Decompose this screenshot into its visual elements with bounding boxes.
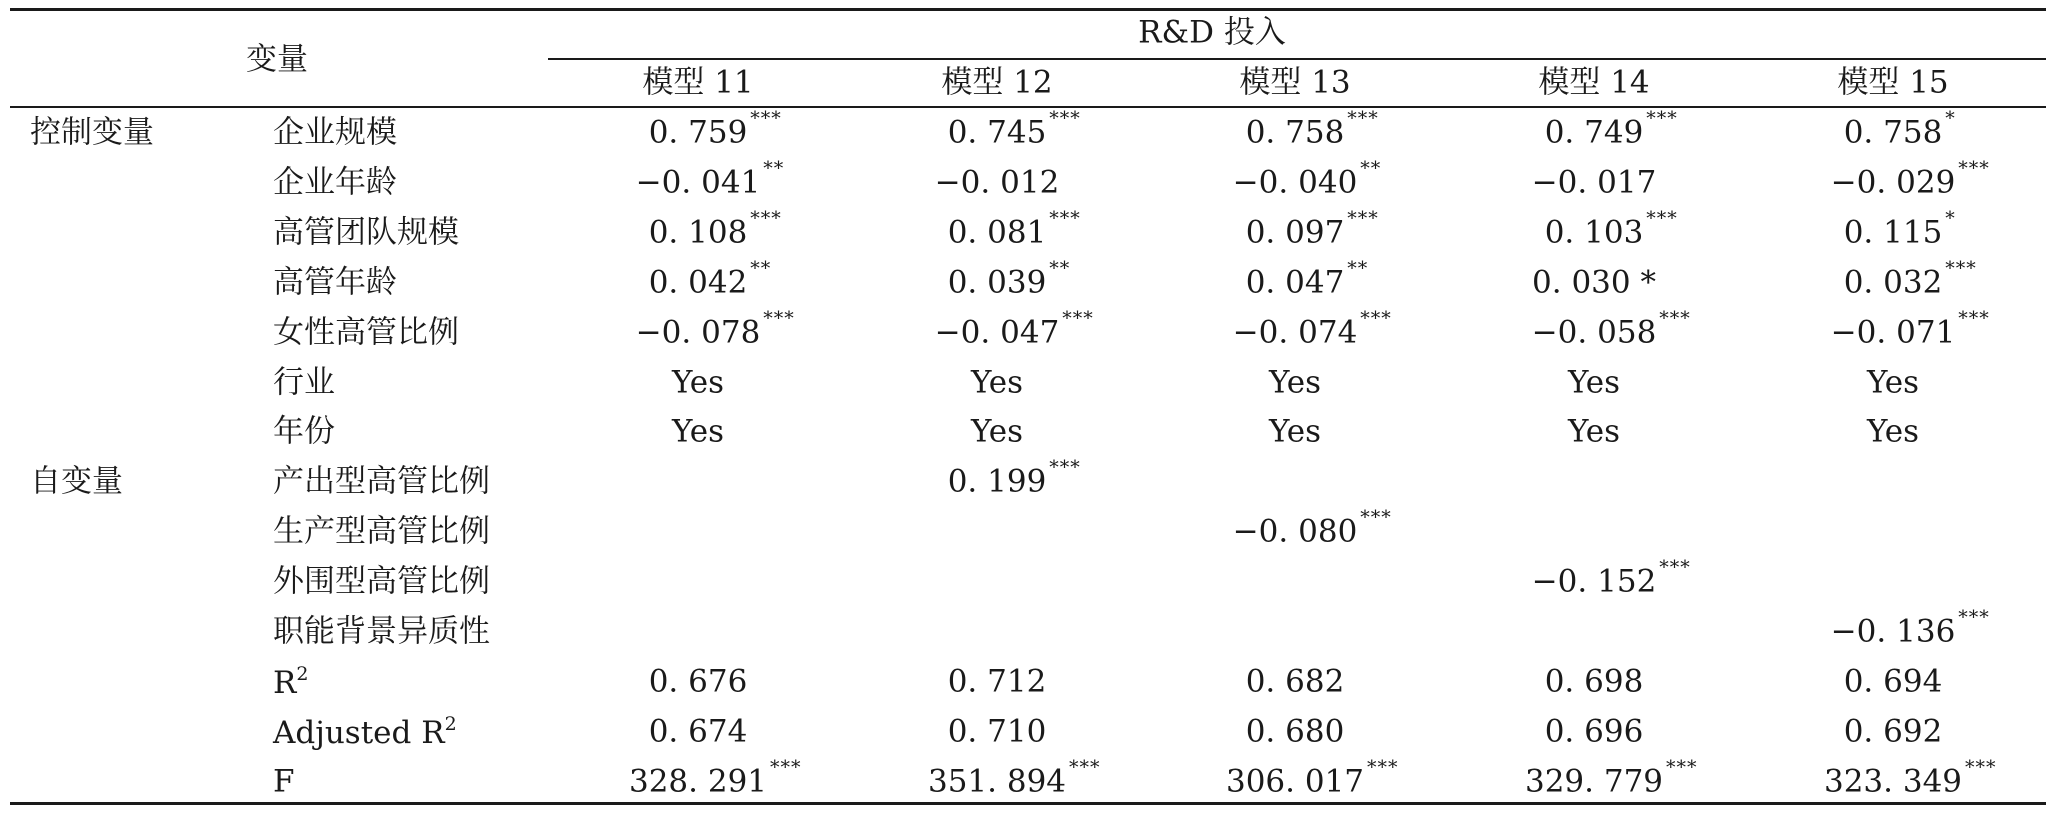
- coefficient-value: 0. 758: [1245, 114, 1345, 151]
- model-header-11: 模型 11: [642, 64, 754, 101]
- coefficient-value: −0. 071: [1830, 314, 1956, 351]
- table-cell: [1843, 107, 1956, 151]
- coefficient-value: −0. 017: [1531, 164, 1657, 201]
- row-label: [273, 214, 459, 251]
- coefficient-value: 0. 698: [1544, 663, 1644, 700]
- row-label: [273, 662, 309, 701]
- group-label: 自变量: [30, 463, 123, 500]
- coefficient-value: 0. 682: [1245, 663, 1345, 700]
- table-cell: [648, 107, 782, 151]
- table-cell: [1843, 257, 1977, 301]
- table-cell: [1524, 756, 1698, 800]
- significance-stars: **: [750, 257, 772, 280]
- table-cell: [934, 164, 1060, 201]
- row-label-text: 年份: [273, 413, 335, 450]
- table-cell: [635, 157, 785, 201]
- coefficient-value: 0. 676: [648, 663, 748, 700]
- coefficient-value: 0. 103: [1544, 214, 1644, 251]
- table-cell: [1830, 157, 1990, 201]
- row-label: [273, 314, 459, 351]
- coefficient-value: 0. 758: [1843, 114, 1943, 151]
- coefficient-value: Yes: [1567, 413, 1621, 450]
- table-cell: [635, 307, 795, 351]
- row-label-text: 高管年龄: [273, 264, 397, 301]
- table-cell: [947, 107, 1081, 151]
- significance-stars: **: [1347, 257, 1369, 280]
- significance-stars: ***: [1666, 756, 1698, 779]
- coefficient-value: 0. 674: [648, 713, 748, 750]
- coefficient-value: 0. 680: [1245, 713, 1345, 750]
- significance-stars: ***: [1069, 756, 1101, 779]
- coefficient-value: Yes: [1866, 413, 1920, 450]
- group-label: 控制变量: [30, 114, 154, 151]
- table-cell: [970, 413, 1024, 450]
- significance-stars: ***: [1347, 107, 1379, 130]
- table-cell: [934, 307, 1094, 351]
- row-label: [273, 513, 490, 550]
- significance-stars: ***: [1347, 207, 1379, 230]
- model-header-14: 模型 14: [1538, 64, 1650, 101]
- table-cell: [1843, 663, 1943, 700]
- rd-investment-header: R&D 投入: [1138, 14, 1286, 51]
- significance-stars: ***: [1945, 257, 1977, 280]
- coefficient-value: 0. 710: [947, 713, 1047, 750]
- table-cell: [671, 364, 725, 400]
- table-cell: [1866, 364, 1920, 400]
- table-cell: [1531, 164, 1657, 201]
- table-cell: [1544, 713, 1644, 750]
- significance-stars: *: [1945, 207, 1956, 230]
- coefficient-value: 0. 097: [1245, 214, 1345, 251]
- table-cell: [648, 663, 748, 700]
- coefficient-value: −0. 012: [934, 164, 1060, 201]
- table-cell: [648, 207, 782, 251]
- model-header-13: 模型 13: [1239, 64, 1351, 101]
- group-header-rule: [548, 58, 2046, 60]
- row-label-text: 企业年龄: [273, 164, 397, 201]
- coefficient-value: −0. 078: [635, 314, 761, 351]
- significance-stars: **: [763, 157, 785, 180]
- row-label-text: 外围型高管比例: [273, 563, 490, 600]
- significance-stars: ***: [770, 756, 802, 779]
- coefficient-value: −0. 152: [1531, 563, 1657, 600]
- coefficient-value: 0. 030 *: [1532, 264, 1656, 301]
- coefficient-value: 0. 108: [648, 214, 748, 251]
- row-label-text: 生产型高管比例: [273, 513, 490, 550]
- coefficient-value: Yes: [970, 413, 1024, 450]
- significance-stars: *: [1945, 107, 1956, 130]
- row-label: [273, 114, 397, 151]
- row-label: [273, 164, 397, 201]
- coefficient-value: 0. 115: [1843, 214, 1943, 251]
- row-label-text: R: [273, 664, 297, 701]
- coefficient-value: 0. 694: [1843, 663, 1943, 700]
- table-cell: [1866, 413, 1920, 450]
- table-cell: [947, 257, 1071, 301]
- table-cell: [947, 713, 1047, 750]
- coefficient-value: −0. 029: [1830, 164, 1956, 201]
- coefficient-value: 0. 749: [1544, 114, 1644, 151]
- coefficient-value: Yes: [671, 364, 725, 400]
- table-cell: [648, 257, 772, 301]
- table-cell: [628, 756, 802, 800]
- table-cell: [1544, 107, 1678, 151]
- coefficient-value: 0. 199: [947, 463, 1047, 500]
- row-label: [273, 712, 457, 751]
- coefficient-value: 328. 291: [628, 763, 768, 800]
- table-cell: [947, 207, 1081, 251]
- table-cell: [1830, 606, 1990, 650]
- table-cell: [947, 456, 1081, 500]
- table-cell: [1245, 257, 1369, 301]
- coefficient-value: −0. 041: [635, 164, 761, 201]
- coefficient-value: 0. 039: [947, 264, 1047, 301]
- model-header-15: 模型 15: [1837, 64, 1949, 101]
- coefficient-value: 0. 712: [947, 663, 1047, 700]
- table-cell: [1830, 307, 1990, 351]
- coefficient-value: 0. 042: [648, 264, 748, 301]
- significance-stars: ***: [1049, 207, 1081, 230]
- coefficient-value: Yes: [1866, 364, 1920, 400]
- table-cell: [1245, 713, 1345, 750]
- superscript-2: 2: [296, 662, 309, 685]
- table-cell: [1268, 364, 1322, 400]
- coefficient-value: −0. 074: [1232, 314, 1358, 351]
- row-label: [273, 763, 295, 800]
- coefficient-value: −0. 040: [1232, 164, 1358, 201]
- table-cell: [1843, 713, 1943, 750]
- significance-stars: ***: [1360, 506, 1392, 529]
- coefficient-value: −0. 080: [1232, 513, 1358, 550]
- coefficient-value: Yes: [970, 364, 1024, 400]
- top-rule: [10, 8, 2046, 11]
- significance-stars: ***: [750, 207, 782, 230]
- significance-stars: **: [1360, 157, 1382, 180]
- table-cell: [1232, 506, 1392, 550]
- table-cell: [927, 756, 1101, 800]
- significance-stars: ***: [763, 307, 795, 330]
- table-cell: [970, 364, 1024, 400]
- significance-stars: ***: [1360, 307, 1392, 330]
- coefficient-value: Yes: [1268, 364, 1322, 400]
- table-cell: [1544, 207, 1678, 251]
- coefficient-value: 0. 759: [648, 114, 748, 151]
- row-label-text: 企业规模: [273, 114, 397, 151]
- table-cell: [1232, 307, 1392, 351]
- row-label: [273, 413, 335, 450]
- row-label-text: Adjusted R: [273, 714, 445, 751]
- table-cell: [1567, 413, 1621, 450]
- model-header-12: 模型 12: [941, 64, 1053, 101]
- table-cell: [1225, 756, 1399, 800]
- significance-stars: ***: [1646, 207, 1678, 230]
- table-cell: [671, 413, 725, 450]
- coefficient-value: −0. 136: [1830, 613, 1956, 650]
- significance-stars: ***: [750, 107, 782, 130]
- row-label-text: 职能背景异质性: [273, 613, 490, 650]
- table-cell: [1232, 157, 1382, 201]
- significance-stars: ***: [1965, 756, 1997, 779]
- row-label-text: F: [273, 763, 295, 800]
- table-cell: [1823, 756, 1997, 800]
- significance-stars: ***: [1958, 606, 1990, 629]
- coefficient-value: Yes: [1268, 413, 1322, 450]
- coefficient-value: 0. 696: [1544, 713, 1644, 750]
- table-cell: [1532, 264, 1656, 301]
- coefficient-value: 0. 032: [1843, 264, 1943, 301]
- coefficient-value: −0. 058: [1531, 314, 1657, 351]
- significance-stars: ***: [1062, 307, 1094, 330]
- table-cell: [947, 663, 1047, 700]
- row-label: [273, 463, 490, 500]
- significance-stars: ***: [1049, 456, 1081, 479]
- table-cell: [1567, 364, 1621, 400]
- bottom-rule: [10, 802, 2046, 805]
- table-cell: [648, 713, 748, 750]
- significance-stars: ***: [1367, 756, 1399, 779]
- coefficient-value: 351. 894: [927, 763, 1067, 800]
- coefficient-value: 0. 692: [1843, 713, 1943, 750]
- significance-stars: ***: [1646, 107, 1678, 130]
- significance-stars: **: [1049, 257, 1071, 280]
- table-cell: [1268, 413, 1322, 450]
- coefficient-value: 0. 745: [947, 114, 1047, 151]
- superscript-2: 2: [444, 712, 457, 735]
- coefficient-value: 306. 017: [1225, 763, 1365, 800]
- significance-stars: ***: [1659, 556, 1691, 579]
- row-label-text: 女性高管比例: [273, 314, 459, 351]
- significance-stars: ***: [1958, 157, 1990, 180]
- coefficient-value: Yes: [1567, 364, 1621, 400]
- table-cell: [1531, 556, 1691, 600]
- table-cell: [1245, 207, 1379, 251]
- coefficient-value: Yes: [671, 413, 725, 450]
- row-label-text: 行业: [273, 364, 335, 400]
- table-cell: [1245, 663, 1345, 700]
- variable-header: 变量: [246, 41, 308, 78]
- table-cell: [1245, 107, 1379, 151]
- coefficient-value: 329. 779: [1524, 763, 1664, 800]
- coefficient-value: −0. 047: [934, 314, 1060, 351]
- coefficient-value: 0. 081: [947, 214, 1047, 251]
- table-cell: [1843, 207, 1956, 251]
- row-label: [273, 264, 397, 301]
- table-cell: [1544, 663, 1644, 700]
- coefficient-value: 0. 047: [1245, 264, 1345, 301]
- row-label-text: 产出型高管比例: [273, 463, 490, 500]
- significance-stars: ***: [1659, 307, 1691, 330]
- row-label: [273, 613, 490, 650]
- table-cell: [1531, 307, 1691, 351]
- significance-stars: ***: [1958, 307, 1990, 330]
- row-label-text: 高管团队规模: [273, 214, 459, 251]
- coefficient-value: 323. 349: [1823, 763, 1963, 800]
- significance-stars: ***: [1049, 107, 1081, 130]
- header-bottom-rule: [10, 106, 2046, 108]
- row-label: [273, 364, 335, 400]
- row-label: [273, 563, 490, 600]
